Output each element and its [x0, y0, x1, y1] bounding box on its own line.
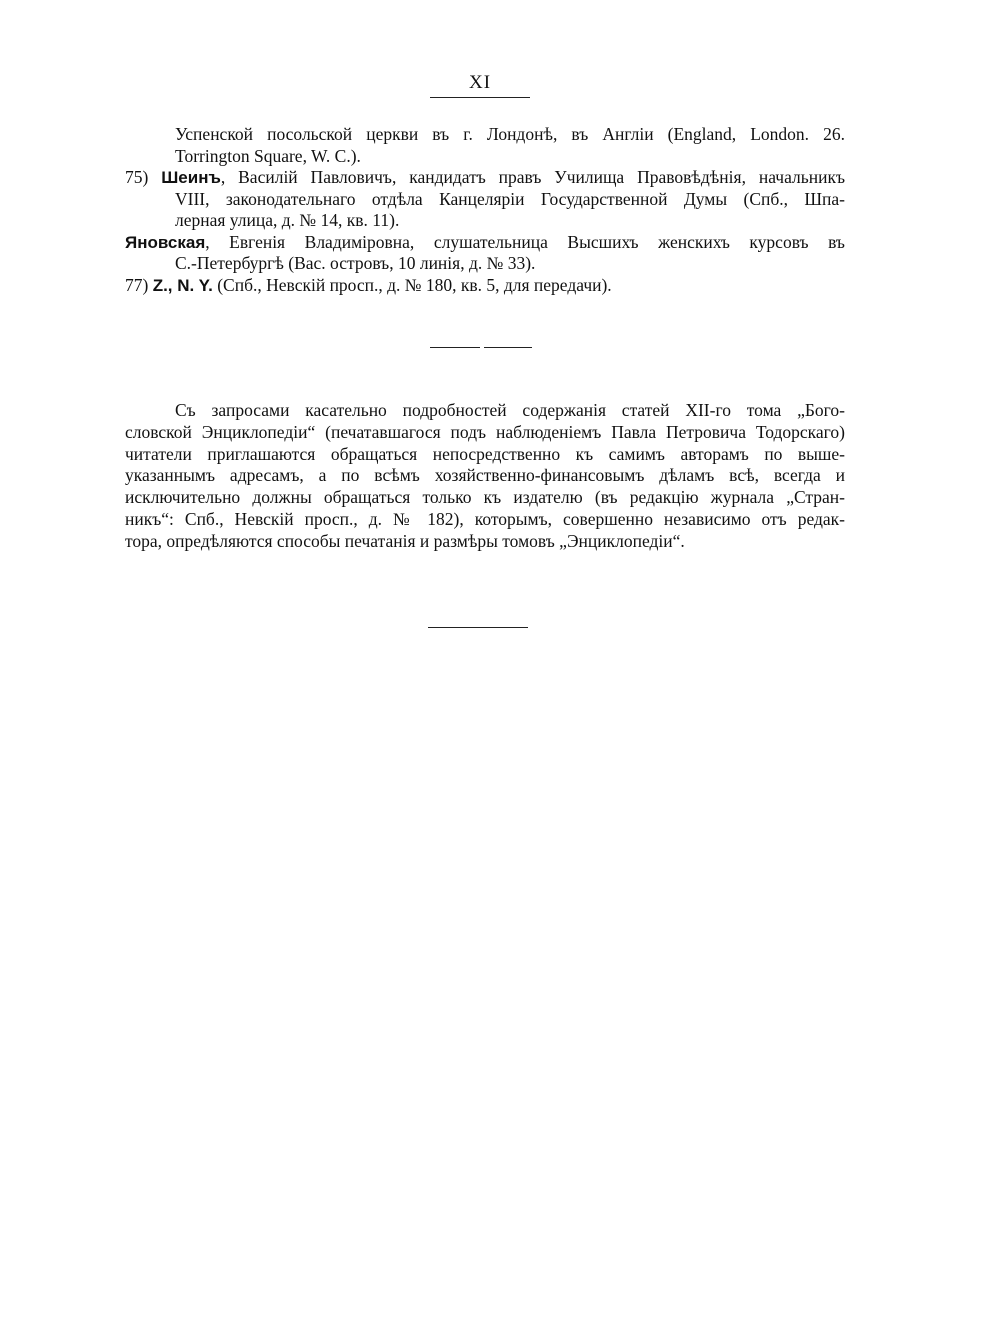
entry-name: Яновская	[125, 232, 206, 252]
entry-number: 77)	[125, 274, 149, 295]
entry-text: (Спб., Невскій просп., д. № 180, кв. 5, для передачи).	[212, 274, 612, 295]
header-rule	[430, 97, 530, 98]
list-item-line: С.-Петербургѣ (Вас. островъ, 10 линія, д. № 33).	[175, 253, 536, 273]
paragraph-line: никъ“: Спб., Невскій просп., д. № 182), которымъ, совершенно независимо отъ редак-	[125, 508, 845, 529]
entry-name: Z., N. Y.	[152, 275, 213, 295]
entry-number: 75)	[125, 167, 149, 187]
paragraph-line: словской Энциклопедіи“ (печатавшагося подъ наблюденіемъ Павла Петровича Тодорскаго)	[125, 421, 845, 442]
entry-name: Шеинъ	[161, 168, 221, 187]
paragraph-line: читатели приглашаются обращаться непосредственно къ самимъ авторамъ по выше-	[125, 443, 845, 464]
paragraph-line: Съ запросами касательно подробностей содержанія статей XII-го тома „Бого-	[175, 400, 845, 420]
entry-text: , Евгенія Владиміровна, слушательница Высшихъ женскихъ курсовъ въ	[205, 231, 845, 252]
page-number: XI	[468, 72, 492, 93]
list-item-line: лерная улица, д. № 14, кв. 11).	[175, 210, 400, 230]
list-item-line: Torrington Square, W. C.).	[175, 145, 361, 166]
section-divider-right	[484, 347, 532, 348]
paragraph-line: указаннымъ адресамъ, а по всѣмъ хозяйственно-финансовымъ дѣламъ всѣ, всегда и	[125, 465, 845, 486]
list-item-76	[125, 232, 845, 254]
list-item-line: VIII, законодательнаго отдѣла Канцеляріи Государственной Думы (Спб., Шпа-	[175, 188, 845, 209]
paragraph-line: исключительно должны обращаться только къ издателю (въ редакцію журнала „Стран-	[125, 487, 845, 508]
address-list	[125, 124, 845, 296]
section-divider-left	[430, 347, 480, 348]
end-rule	[428, 627, 528, 628]
entry-text: , Василій Павловичъ, кандидатъ правъ Училища Правовѣдѣнія, начальникъ	[220, 167, 845, 187]
list-item-77	[125, 275, 845, 297]
paragraph-line: тора, опредѣляются способы печатанія и размѣры томовъ „Энциклопедіи“.	[125, 530, 685, 551]
list-item-75	[125, 167, 845, 189]
notice-paragraph	[125, 400, 845, 553]
list-item-line: Успенской посольской церкви въ г. Лондонѣ, въ Англіи (England, London. 26.	[175, 124, 845, 144]
